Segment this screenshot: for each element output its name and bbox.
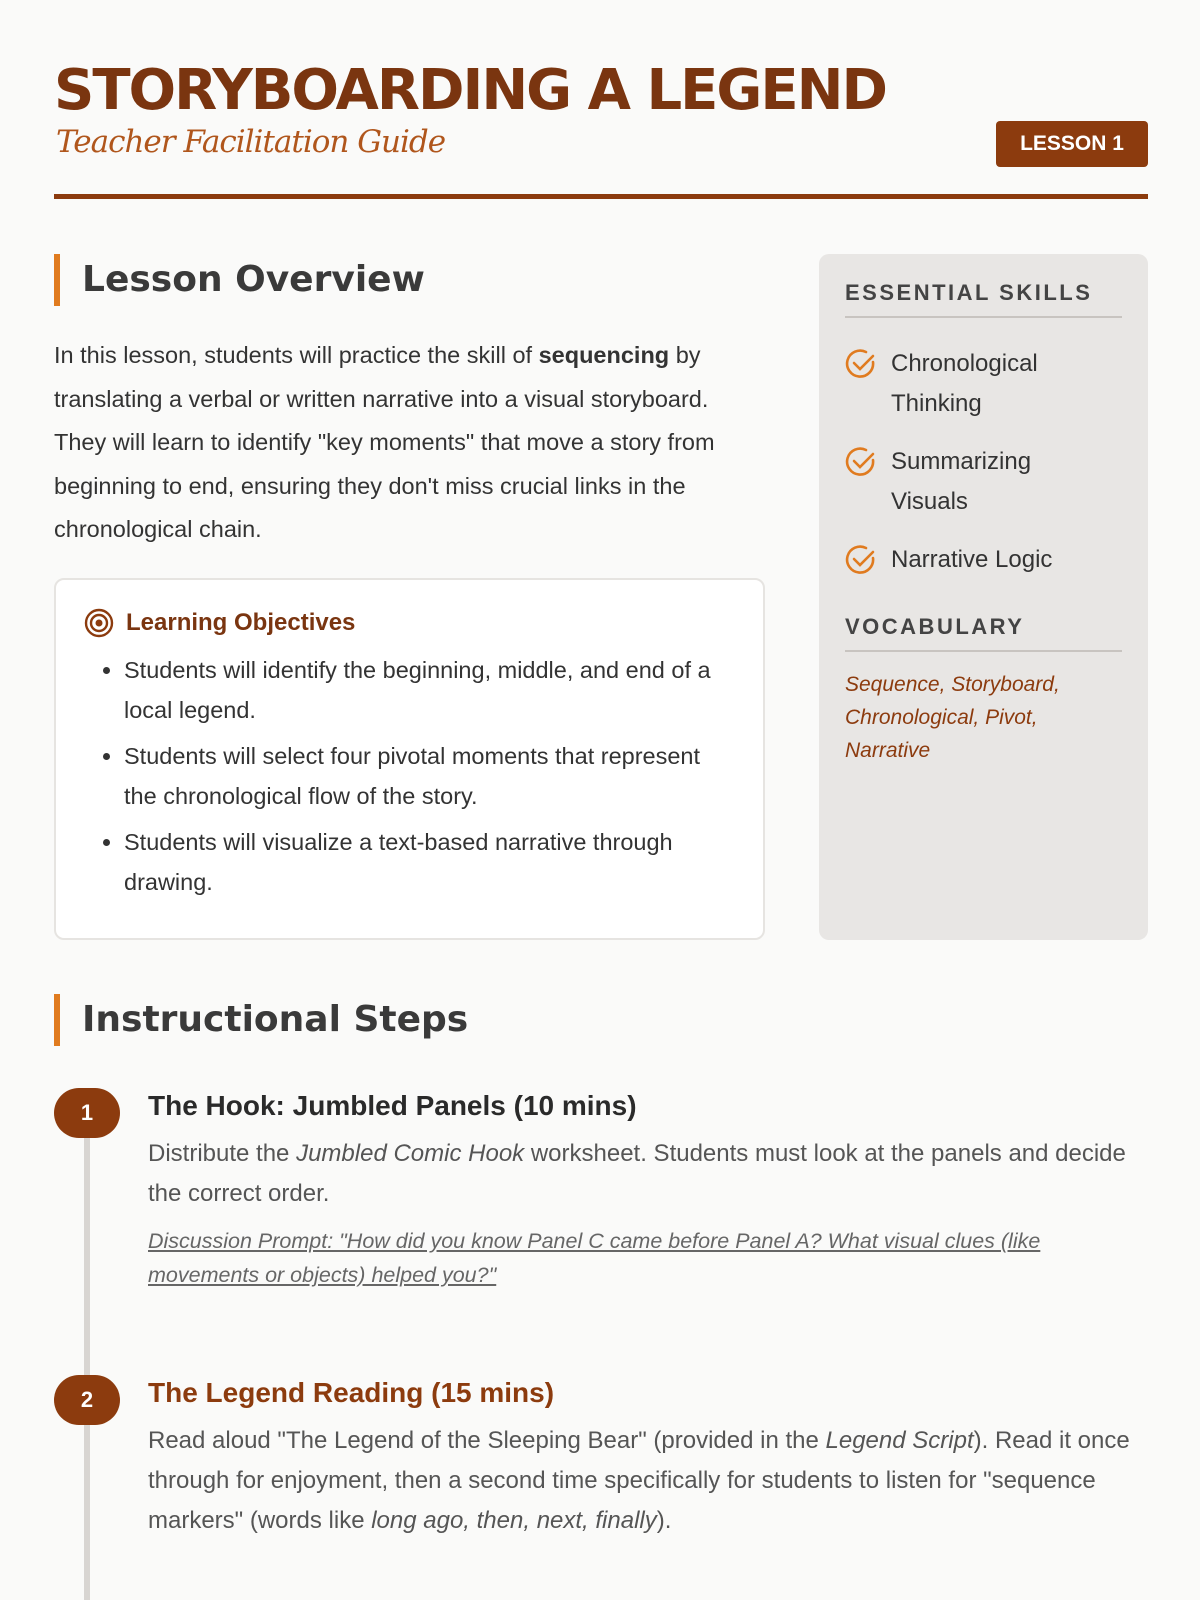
target-icon — [84, 608, 114, 638]
text: Read aloud "The Legend of the Sleeping Bear" (provided in the — [148, 1427, 826, 1454]
overview-heading: Lesson Overview — [54, 254, 425, 306]
objectives-header — [84, 608, 735, 638]
learning-objectives-card — [54, 578, 765, 940]
text: ). Read it once through for enjoyment, then a second time specifically for students to listen for "sequence markers" (words like — [148, 1427, 1130, 1534]
worksheet-name: Jumbled Comic Hook — [296, 1140, 525, 1167]
timeline-line — [84, 1425, 90, 1600]
vocab-list: Sequence, Storyboard, Chronological, Pivot, Narrative — [845, 673, 1060, 762]
page-subtitle: Teacher Facilitation Guide — [56, 124, 446, 160]
overview-text-part: In this lesson, students will practice the skill of — [54, 342, 539, 368]
step-number: 2 — [54, 1375, 120, 1425]
steps-heading: Instructional Steps — [54, 994, 468, 1046]
objectives-list — [84, 650, 735, 902]
skill-label: Summarizing Visuals — [891, 448, 1032, 515]
step-title: The Hook: Jumbled Panels (10 mins) — [148, 1090, 637, 1121]
lesson-badge: LESSON 1 — [996, 121, 1148, 167]
objective-item: • Students will visualize a text-based narrative through drawing. — [124, 822, 735, 902]
objectives-heading: Learning Objectives — [126, 609, 356, 636]
step-number: 1 — [54, 1088, 120, 1138]
overview-text — [54, 334, 766, 552]
vocab-heading: VOCABULARY — [845, 614, 1122, 652]
skill-label: Chronological Thinking — [891, 350, 1038, 417]
step-title: The Legend Reading (15 mins) — [148, 1377, 555, 1408]
skill-item — [845, 442, 1122, 522]
step-body — [148, 1134, 1148, 1292]
step-body — [148, 1421, 1148, 1541]
check-circle-icon — [845, 446, 877, 478]
discussion-prompt: Discussion Prompt: "How did you know Panel C came before Panel A? What visual clues (like movements or objects) helped you?" — [148, 1229, 1041, 1287]
skill-label: Narrative Logic — [891, 546, 1053, 573]
objective-item: • Students will identify the beginning, middle, and end of a local legend. — [124, 650, 735, 730]
overview-text-part: by translating a verbal or written narrative into a visual storyboard. They will learn to identify "key moments" that move a story from beginning to end, ensuring they don't miss crucial links in the chronological chain. — [54, 342, 715, 542]
text: worksheet. Students must look at the panels and decide the correct order. — [148, 1140, 1126, 1207]
sidebar — [819, 254, 1148, 940]
page-title: STORYBOARDING A LEGEND — [54, 58, 886, 123]
skills-heading: ESSENTIAL SKILLS — [845, 280, 1122, 318]
script-name: Legend Script — [825, 1427, 974, 1454]
check-circle-icon — [845, 544, 877, 576]
header-divider — [54, 194, 1148, 199]
overview-bold: sequencing — [538, 342, 670, 368]
sequence-words: long ago, then, next, finally — [371, 1507, 657, 1534]
text: ). — [656, 1507, 672, 1534]
skill-item — [845, 344, 1122, 424]
check-circle-icon — [845, 348, 877, 380]
skill-item — [845, 540, 1122, 580]
text: Distribute the — [148, 1140, 297, 1167]
objective-item: • Students will select four pivotal moments that represent the chronological flow of the story. — [124, 736, 735, 816]
